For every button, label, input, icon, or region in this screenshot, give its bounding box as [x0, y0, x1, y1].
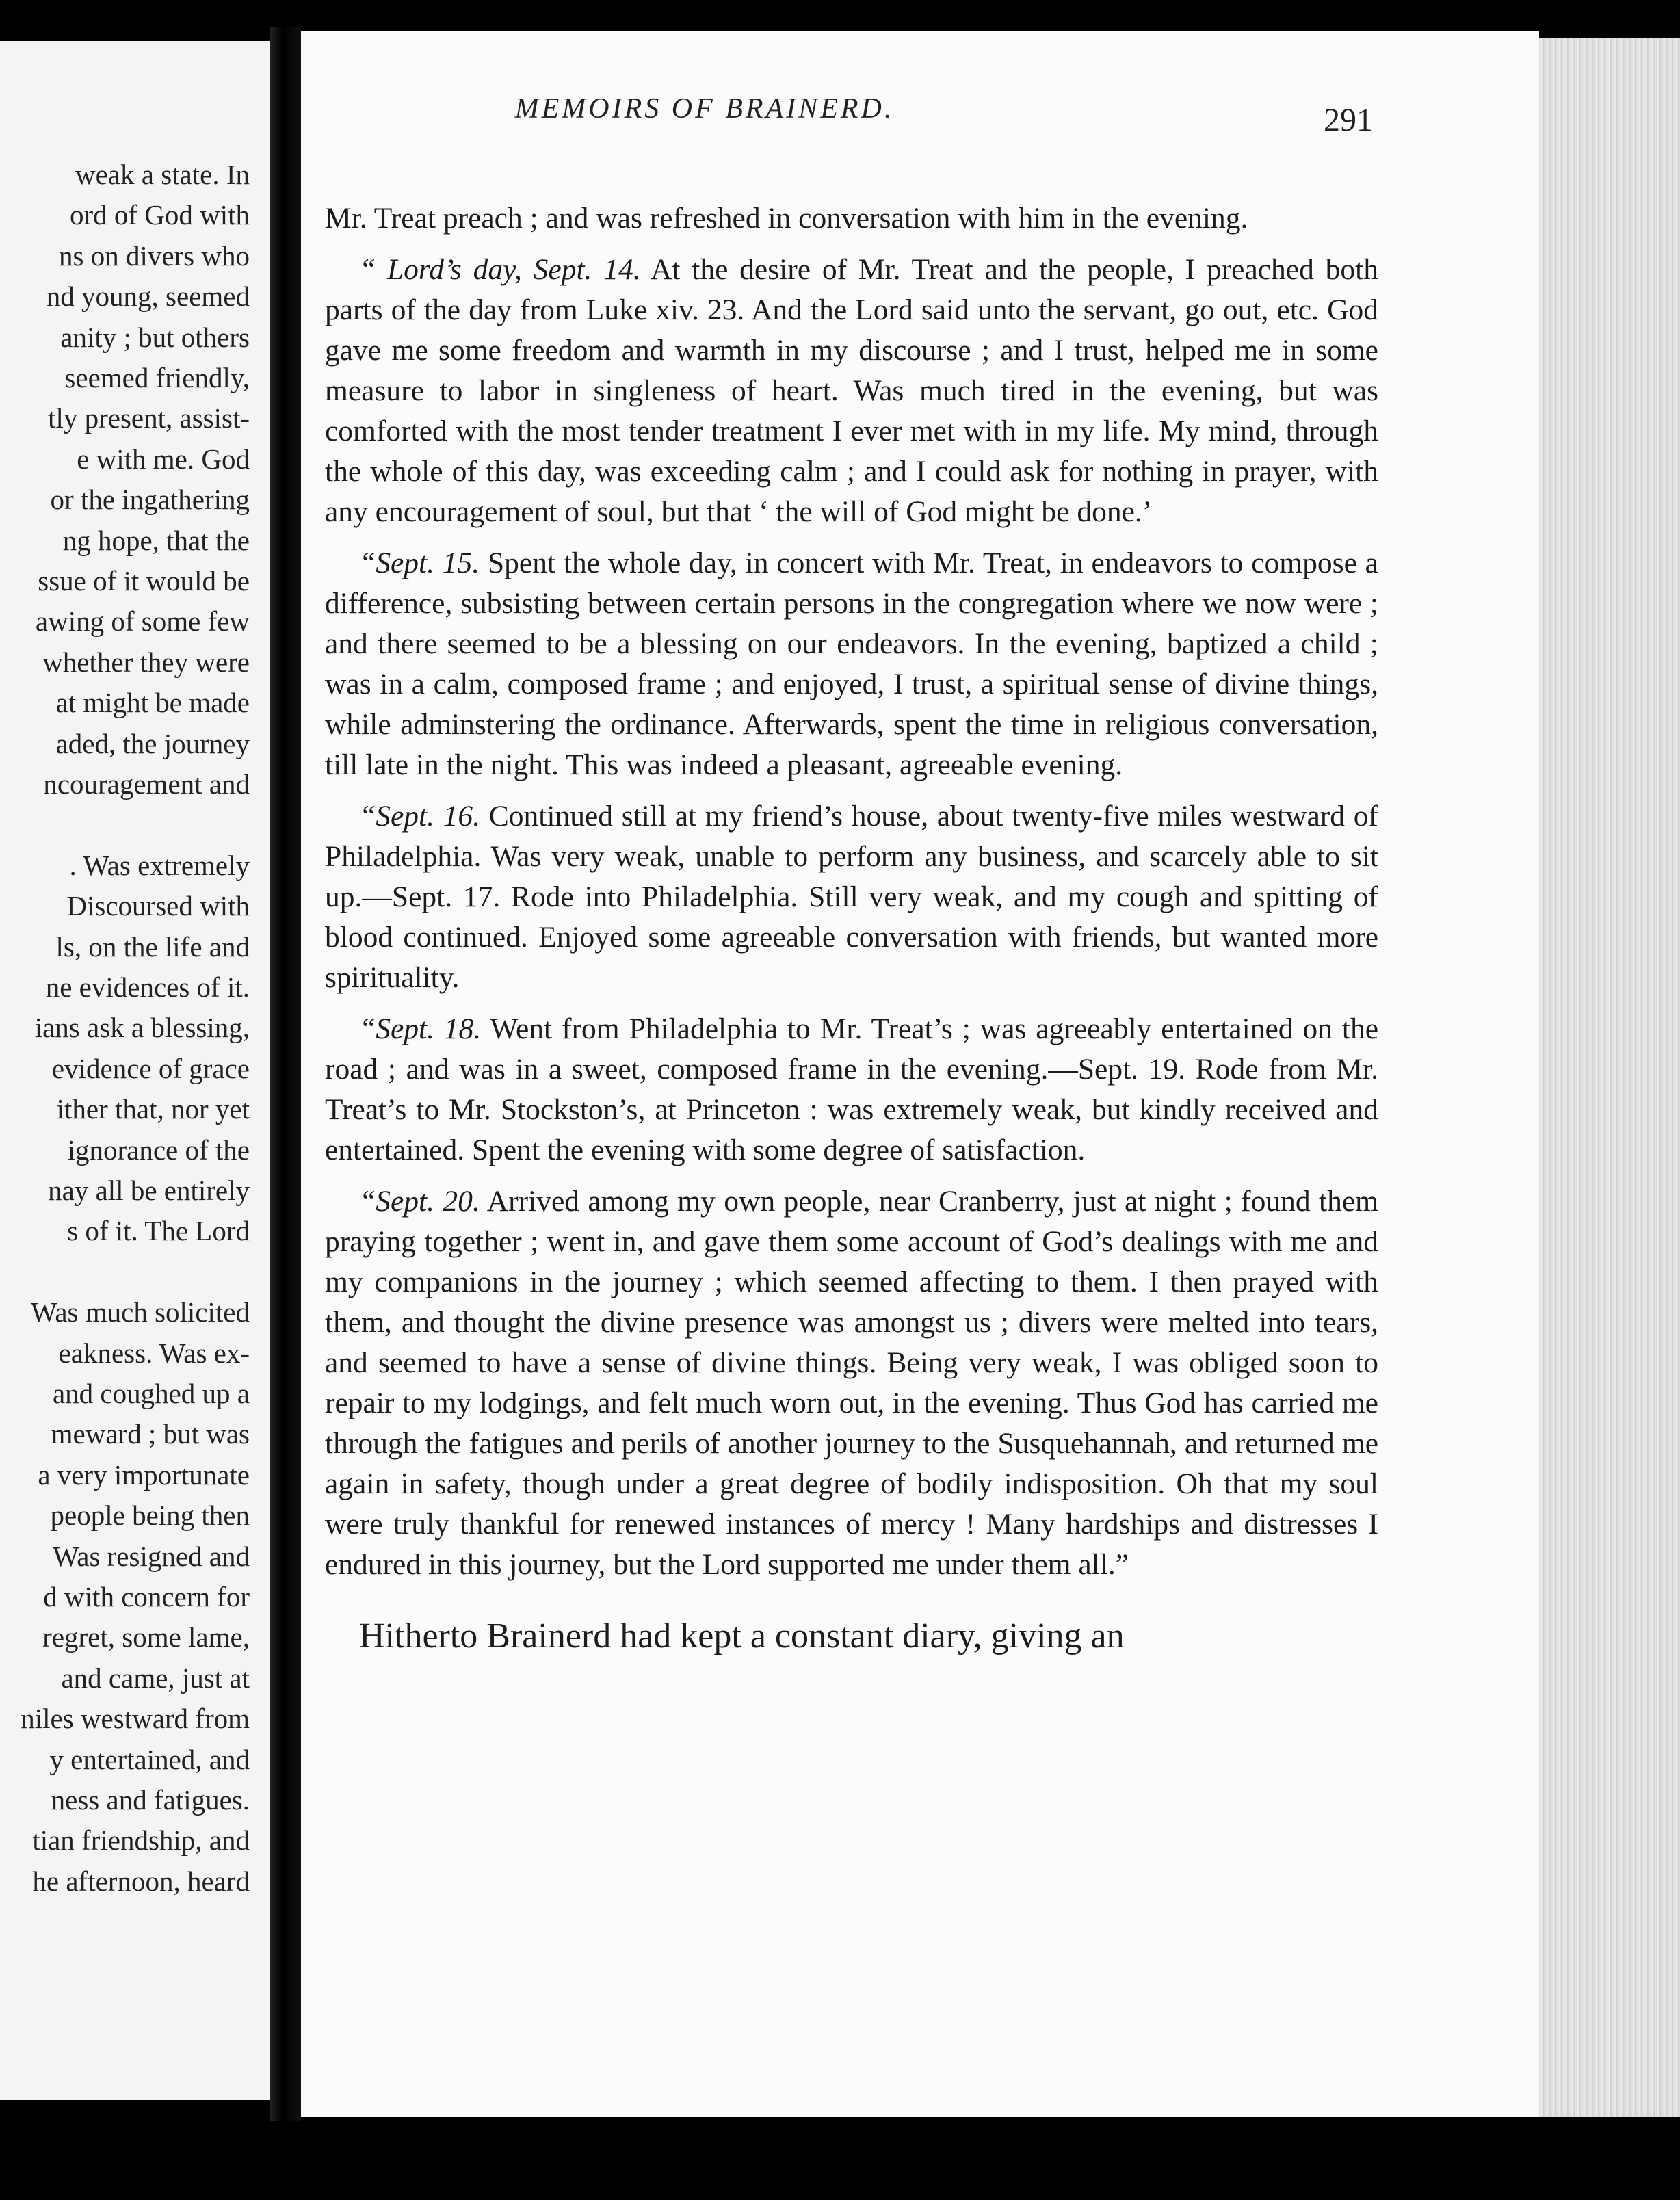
left-page-line: seemed friendly, — [64, 362, 250, 393]
entry-text: At the desire of Mr. Treat and the people, I preached both parts of the day from Luke xiv. 23. And the Lord said unto the servant, go out, etc. God gave me some freedom and warmth in my discourse ; and I trust, helped me in some measure to labor in singleness of heart. Was much tired in the evening, but was comforted with the most tender treatment I ever met with in my life. My mind, through the whole of this day, was exceeding calm ; and I could ask for nothing in prayer, with any encouragement of soul, but that ‘ the will of God might be done.’ — [325, 253, 1378, 528]
paragraph-2 — [325, 543, 1378, 785]
left-page-line: y entertained, and — [49, 1743, 250, 1775]
entry-date: “Sept. 16. — [359, 800, 481, 833]
running-head: MEMOIRS OF BRAINERD. — [514, 93, 895, 125]
entry-date: “Sept. 20. — [359, 1185, 480, 1218]
left-page-line: ither that, nor yet — [56, 1093, 250, 1125]
left-page-line: ns on divers who — [58, 239, 250, 272]
left-page-line: ls, on the life and — [55, 930, 250, 963]
left-page-line: a very importunate — [38, 1458, 250, 1491]
left-page-line: ness and fatigues. — [51, 1784, 250, 1816]
entry-date: “Sept. 15. — [359, 547, 480, 579]
left-page-line: anity ; but others — [60, 321, 250, 353]
left-page-line: or the ingathering — [50, 484, 250, 516]
left-page-line: ssue of it would be — [38, 565, 250, 597]
left-page-line: e with me. God — [77, 443, 250, 475]
left-page-line: whether they were — [42, 646, 250, 678]
left-page-line: ians ask a blessing, — [34, 1012, 250, 1044]
left-page-line: Was much solicited — [30, 1296, 250, 1328]
left-page-line: tian friendship, and — [32, 1824, 250, 1857]
paragraph-1 — [325, 250, 1378, 532]
left-page-line: ng hope, that the — [62, 524, 250, 556]
left-page-line: people being then — [50, 1500, 250, 1532]
entry-text: Spent the whole day, in concert with Mr. Treat, in endeavors to compose a difference, subsisting between certain persons in the congregation where we now were ; and there seemed to be a blessing on our endeavors. In the evening, baptized a child ; was in a calm, composed frame ; and enjoyed, I trust, a spiritual sense of divine things, while adminstering the ordinance. Afterwards, spent the time in religious conversation, till late in the night. This was indeed a pleasant, agreeable evening. — [325, 547, 1378, 781]
left-page — [0, 41, 270, 2100]
left-page-line: nay all be entirely — [48, 1175, 250, 1206]
page-number: 291 — [1324, 102, 1373, 138]
paragraph-5 — [325, 1181, 1378, 1585]
paragraph-0 — [325, 198, 1378, 239]
left-page-line: at might be made — [55, 687, 250, 719]
left-page-line: Discoursed with — [66, 890, 250, 922]
left-page-line: d with concern for — [43, 1581, 250, 1612]
left-page-line: awing of some few — [35, 605, 250, 638]
left-page-line: s of it. The Lord — [67, 1215, 250, 1247]
left-page-line: and coughed up a — [52, 1378, 250, 1409]
left-page-line: evidence of grace — [51, 1052, 250, 1084]
paragraph-3 — [325, 796, 1378, 998]
entry-date: “ Lord’s day, Sept. 14. — [359, 253, 641, 286]
left-page-line: ignorance of the — [67, 1134, 250, 1166]
left-page-line: tly present, assist- — [48, 402, 250, 434]
entry-date: “Sept. 18. — [359, 1012, 482, 1045]
left-page-line: eakness. Was ex- — [58, 1337, 250, 1369]
left-page-line: ne evidences of it. — [45, 971, 250, 1003]
left-page-line: weak a state. In — [75, 159, 250, 190]
entry-text: Went from Philadelphia to Mr. Treat’s ; was agreeably entertained on the road ; and was in a sweet, composed frame in the evening.—Sept. 19. Rode from Mr. Treat’s to Mr. Stockston’s, at Princeton : was extremely weak, but kindly received and entertained. Spent the evening with some degree of satisfaction. — [325, 1012, 1379, 1166]
closing-line: Hitherto Brainerd had kept a constant diary, giving an — [359, 1616, 1125, 1655]
book-gutter — [270, 27, 301, 2121]
left-page-line: ncouragement and — [43, 768, 250, 800]
left-page-line: regret, some lame, — [42, 1621, 250, 1653]
page-edges — [1539, 38, 1680, 2117]
entry-text: Mr. Treat preach ; and was refreshed in conversation with him in the evening. — [325, 202, 1248, 235]
entry-text: Arrived among my own people, near Cranberry, just at night ; found them praying together ; went in, and gave them some account of God’s dealings with me and my companions in the journey ; which seemed affecting to them. I then prayed with them, and thought the divine presence was amongst us ; divers were melted into tears, and seemed to have a sense of divine things. Being very weak, I was obliged soon to repair to my lodgings, and felt much worn out, in the evening. Thus God has carried me through the fatigues and perils of another journey to the Susquehannah, and returned me again in safety, though under a great degree of bodily indisposition. Oh that my soul were truly thankful for renewed instances of mercy ! Many hardships and distresses I endured in this journey, but the Lord supported me under them all.” — [325, 1185, 1378, 1581]
entry-text: Continued still at my friend’s house, about twenty-five miles westward of Philadelphia. Was very weak, unable to perform any business, and scarcely able to sit up.—Sept. 17. Rode into Philadelphia. Still very weak, and my cough and spitting of blood continued. Enjoyed some agreeable conversation with friends, but wanted more spirituality. — [325, 800, 1378, 994]
left-page-line: ord of God with — [69, 199, 250, 231]
left-page-line: meward ; but was — [51, 1418, 250, 1450]
left-page-line: he afternoon, heard — [32, 1865, 250, 1897]
body-text — [325, 198, 1378, 1668]
left-page-line: niles westward from — [21, 1703, 250, 1735]
paragraph-4 — [325, 1009, 1378, 1170]
left-page-line: and came, just at — [61, 1662, 250, 1694]
left-page-line: . Was extremely — [69, 849, 250, 881]
left-page-line: aded, the journey — [55, 727, 250, 759]
left-page-line: Was resigned and — [52, 1540, 250, 1572]
left-page-line: nd young, seemed — [46, 280, 250, 313]
